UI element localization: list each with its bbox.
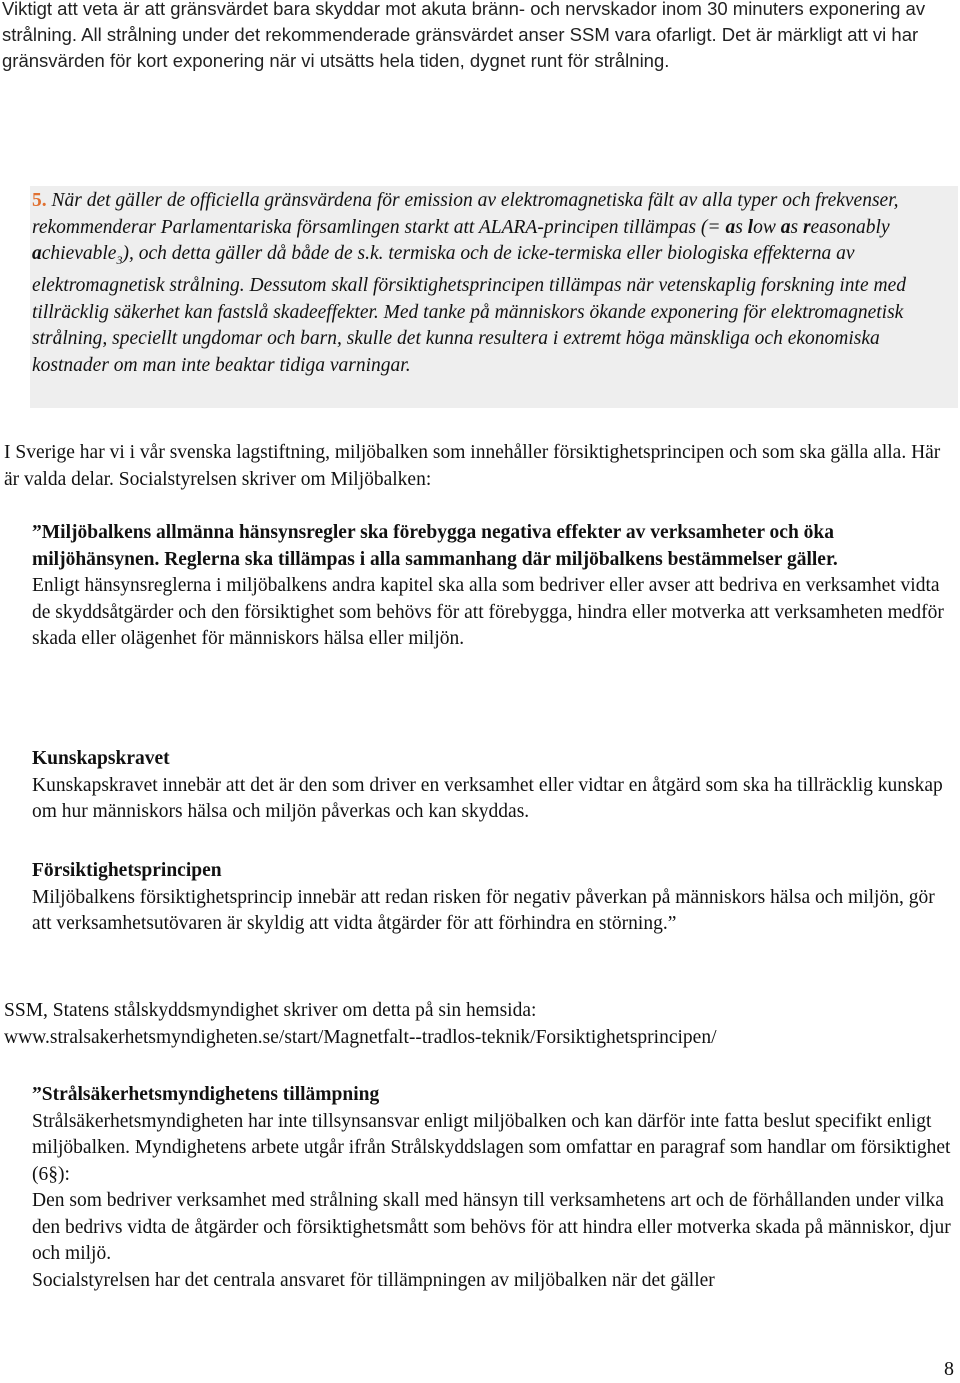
forsiktighet-heading: Försiktighetsprincipen xyxy=(32,860,222,881)
kunskapskravet-body: Kunskapskravet innebär att det är den som driver en verksamhet eller vidtar en åtgärd som ska ha tillräcklig kunskap om hur människors hälsa och miljön påverkas och kan skyddas. xyxy=(32,774,943,822)
sverige-text: I Sverige har vi i vår svenska lagstiftning, miljöbalken som innehåller försiktighetsprincipen och som ska gälla alla. Här är valda delar. Socialstyrelsen skriver om Miljöbalken: xyxy=(4,442,941,490)
alara-quote-text: 5. När det gäller de officiella gränsvärdena för emission av elektromagnetiska fält av alla typer och frekvenser, rekommenderar Parlamentariska församlingen starkt att ALARA-principen tillämpas (= as low as reasonably achievable$_3$), och detta gäller då både de s.k. termiska och de icke-termiska eller biologiska effekterna av elektromagnetisk strålning. Dessutom skall försiktighetsprincipen tillämpas när vetenskaplig forskning inte med tillräcklig säkerhet kan fastslå skadeeffekter. Med tanke på människors ökande exponering för elektromagnetisk strålning, speciellt ungdomar och barn, skulle det kunna resultera i extremt höga mänskliga och ekonomiska kostnader om man inte beaktar tidiga varningar. xyxy=(32,190,906,376)
intro-text: Viktigt att veta är att gränsvärdet bara skyddar mot akuta bränn- och nervskador inom 30 minuters exponering av strålning. All strålning under det rekommenderade gränsvärdet anser SSM vara ofarligt. Det är märkligt att vi har gränsvärden för kort exponering när vi utsätts hela tiden, dygnet runt för strålning. xyxy=(2,0,926,71)
kunskapskravet-heading: Kunskapskravet xyxy=(32,748,170,769)
quote-number: 5. xyxy=(32,190,47,211)
forsiktighet-body: Miljöbalkens försiktighetsprincip innebär att redan risken för negativ påverkan på människors hälsa och miljön, gör att verksamhetsutövaren är skyldig att vidta åtgärder för att förhindra en störning.” xyxy=(32,886,935,934)
ssm-url: www.stralsakerhetsmyndigheten.se/start/Magnetfalt--tradlos-teknik/Forsiktighetsprincipen/ xyxy=(4,1026,717,1048)
alara-quote-box xyxy=(30,186,958,408)
stralsakerhet-heading: ”Strålsäkerhetsmyndighetens tillämpning xyxy=(32,1084,380,1105)
ssm-line: SSM, Statens stålskyddsmyndighet skriver om detta på sin hemsida: xyxy=(4,1000,537,1021)
stralsakerhet-body-2: Den som bedriver verksamhet med strålning skall med hänsyn till verksamhetens art och de förhållanden under vilka den bedrivs vidta de åtgärder och försiktighetsmått som behövs för att hindra eller motverka skada på människor, djur och miljö. xyxy=(32,1190,951,1264)
kunskapskravet-section xyxy=(32,746,952,826)
stralsakerhet-body-1: Strålsäkerhetsmyndigheten har inte tillsynsansvar enligt miljöbalken och kan därför inte fatta beslut specifikt enligt miljöbalken. Myndighetens arbete utgår ifrån Strålskyddslagen som omfattar en paragraf som handlar om försiktighet (6§): xyxy=(32,1110,951,1185)
page-number: 8 xyxy=(944,1358,954,1380)
miljobalken-body: Enligt hänsynsreglerna i miljöbalkens andra kapitel ska alla som bedriver eller avser att bedriva en verksamhet vidta de skyddsåtgärder och den försiktighet som behövs för att förebygga, hindra eller motverka att verksamheten medför skada eller olägenhet för människors hälsa eller miljön. xyxy=(32,575,944,649)
sverige-paragraph xyxy=(4,440,954,493)
stralsakerhet-body-3: Socialstyrelsen har det centrala ansvaret för tillämpningen av miljöbalken när det gäller xyxy=(32,1269,715,1291)
ssm-section xyxy=(4,998,954,1051)
miljobalken-quote xyxy=(32,520,952,653)
miljobalken-lead: ”Miljöbalkens allmänna hänsynsregler ska förebygga negativa effekter av verksamheter och öka miljöhänsynen. Reglerna ska tillämpas i alla sammanhang där miljöbalkens bestämmelser gäller. xyxy=(32,522,838,570)
intro-paragraph xyxy=(2,0,952,74)
forsiktighet-section xyxy=(32,858,952,938)
stralsakerhet-section xyxy=(32,1082,952,1294)
